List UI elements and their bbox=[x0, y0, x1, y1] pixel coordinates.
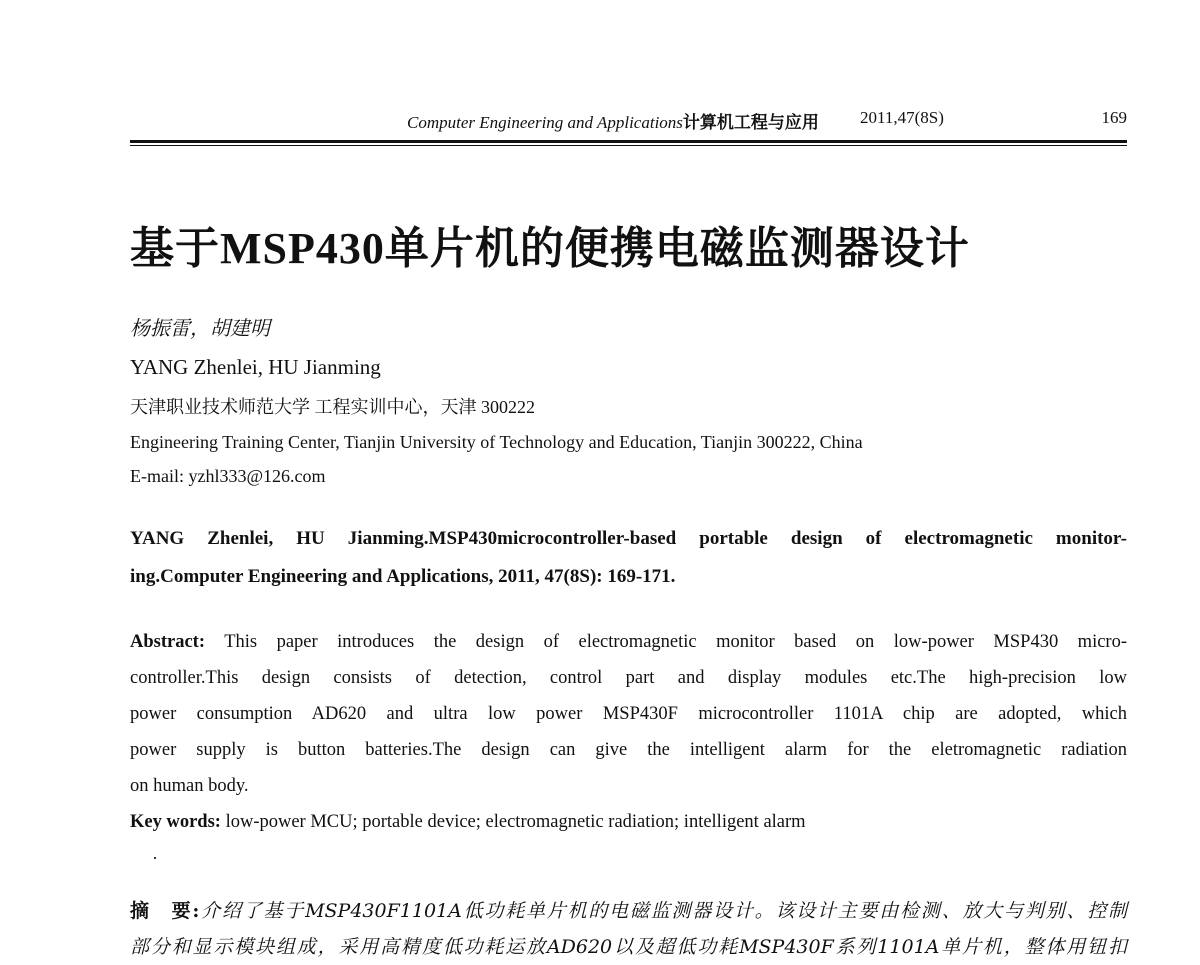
volume-issue: 2011,47(8S) bbox=[860, 108, 944, 127]
keywords-text: low-power MCU; portable device; electromagnetic radiation; intelligent alarm bbox=[225, 812, 806, 832]
abstract-cn-line: 介绍了基于MSP430F1101A低功耗单片机的电磁监测器设计。该设计主要由检测、放大与判别、控制 bbox=[199, 900, 1128, 922]
citation-line: ing.Computer Engineering and Applications, 2011, 47(8S): 169-171. bbox=[130, 566, 676, 587]
speck bbox=[154, 857, 156, 859]
journal-name-cn: 计算机工程与应用 bbox=[682, 113, 819, 132]
journal-name bbox=[407, 108, 819, 133]
affiliation-cn: 天津职业技术师范大学 工程实训中心，天津 300222 bbox=[130, 397, 535, 417]
abstract-label: Abstract: bbox=[130, 632, 206, 652]
affiliation-en: Engineering Training Center, Tianjin University of Technology and Education, Tianjin 300222, China bbox=[130, 432, 863, 452]
abstract-cn-label: 摘 要: bbox=[130, 900, 200, 922]
authors-en: YANG Zhenlei, HU Jianming bbox=[130, 355, 381, 379]
abstract-line: This paper introduces the design of electromagnetic monitor based on low-power MSP430 micro- bbox=[224, 632, 1127, 652]
paper-title: 基于MSP430单片机的便携电磁监测器设计 bbox=[130, 224, 970, 273]
page-number: 169 bbox=[1101, 108, 1127, 127]
email: E-mail: yzhl333@126.com bbox=[130, 466, 326, 486]
header-rule-thick bbox=[130, 140, 1127, 143]
citation-line: YANG Zhenlei, HU Jianming.MSP430microcontroller-based portable design of electromagnetic monitor- bbox=[130, 528, 1127, 549]
abstract bbox=[130, 624, 1127, 840]
authors-cn: 杨振雷，胡建明 bbox=[130, 316, 270, 340]
journal-name-en: Computer Engineering and Applications bbox=[407, 113, 683, 132]
keywords-label: Key words: bbox=[130, 812, 221, 832]
header-rule-thin bbox=[130, 145, 1127, 146]
citation bbox=[130, 520, 1127, 596]
running-header bbox=[130, 108, 1127, 132]
abstract-line: power supply is button batteries.The design can give the intelligent alarm for the eletromagnetic radiation bbox=[130, 740, 1127, 760]
abstract-cn-line: 部分和显示模块组成，采用高精度低功耗运放AD620以及超低功耗MSP430F系列1101A单片机，整体用钮扣 bbox=[130, 936, 1127, 958]
abstract-cn bbox=[130, 893, 1127, 965]
abstract-line: on human body. bbox=[130, 776, 249, 796]
abstract-line: power consumption AD620 and ultra low power MSP430F microcontroller 1101A chip are adopted, which bbox=[130, 704, 1127, 724]
abstract-line: controller.This design consists of detection, control part and display modules etc.The high-precision low bbox=[130, 668, 1127, 688]
